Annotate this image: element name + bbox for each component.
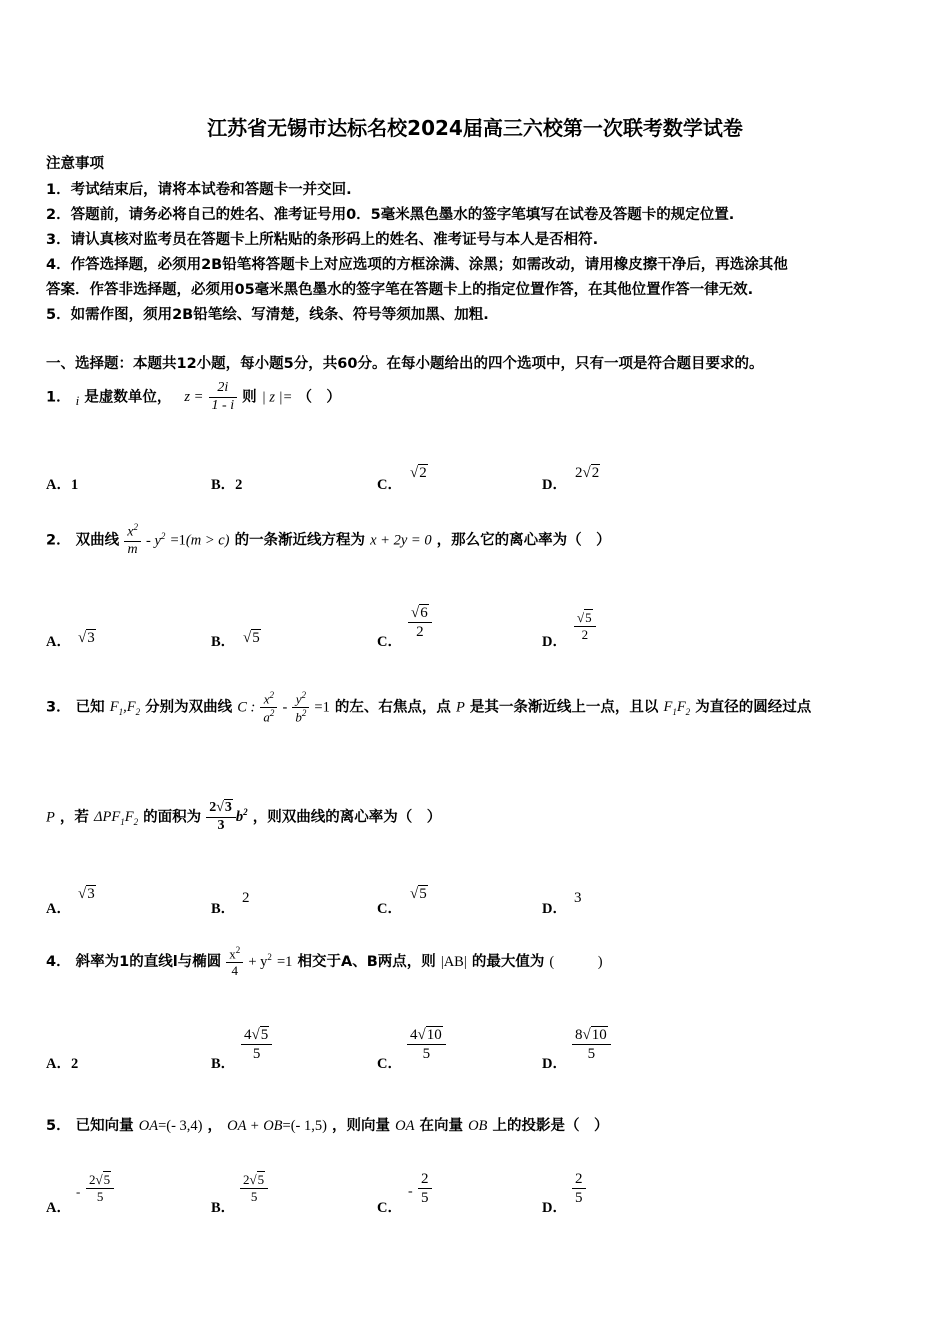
fraction <box>240 1172 268 1204</box>
radicand: 5 <box>419 886 427 902</box>
answer-paren: ( ) <box>549 953 603 970</box>
option-a[interactable] <box>46 1196 71 1217</box>
question-number: 1． <box>46 389 71 406</box>
numerator: 4√10 <box>407 1026 446 1045</box>
radicand: 5 <box>252 630 260 646</box>
option-a[interactable] <box>46 897 71 918</box>
fraction <box>241 1026 272 1063</box>
question-text: 是其一条渐近线上一点，且以 <box>469 699 659 716</box>
question-text: ，则向量 <box>332 1118 391 1134</box>
question-text: 为直径的圆经过点 <box>695 699 812 716</box>
fraction <box>209 380 238 415</box>
question-3 <box>46 690 811 725</box>
sqrt: √3 <box>78 886 95 902</box>
option-c[interactable] <box>377 1196 402 1217</box>
denominator: 5 <box>421 1190 429 1206</box>
option-value: 1 <box>70 477 79 493</box>
question-5 <box>46 1114 608 1135</box>
math-i: i <box>75 393 80 409</box>
question-number: 2． <box>46 532 71 549</box>
numerator: 2√3 <box>206 800 236 818</box>
math-sum: OA + OB <box>227 1118 283 1134</box>
question-text: 上的投影是（ ） <box>492 1118 609 1134</box>
question-text: （ ） <box>297 389 341 406</box>
subscript: 1 <box>672 707 677 718</box>
option-b[interactable] <box>211 1052 235 1073</box>
radicand: 10 <box>426 1027 442 1043</box>
numerator: 8√10 <box>572 1026 611 1045</box>
numerator <box>292 690 309 708</box>
option-letter: D． <box>542 634 567 650</box>
denominator <box>292 708 309 725</box>
math-f: F <box>676 699 686 716</box>
math-minus: - <box>282 699 288 716</box>
option-a[interactable] <box>46 1052 78 1073</box>
option-letter: A． <box>46 477 71 493</box>
math-c: C : <box>237 699 256 716</box>
math-eq: =1 <box>170 532 186 549</box>
option-letter: C． <box>377 634 402 650</box>
math-ab: |AB| <box>440 953 467 970</box>
coefficient: 2 <box>209 800 217 815</box>
numerator: 4√5 <box>241 1026 272 1045</box>
option-letter: A． <box>46 1056 71 1072</box>
option-b[interactable] <box>211 630 235 651</box>
math-b-letter: b <box>235 809 244 826</box>
math-y: - y <box>146 532 161 549</box>
question-text: 的最大值为 <box>471 953 545 970</box>
sqrt: √5 <box>243 630 260 646</box>
math-b <box>236 809 248 825</box>
option-b[interactable] <box>211 473 242 494</box>
math-p: P <box>455 699 465 716</box>
fraction <box>574 610 596 642</box>
math-p: P <box>46 809 55 826</box>
question-3-cont <box>46 800 441 835</box>
radicand: 3 <box>224 800 232 815</box>
math-f: F <box>663 699 673 716</box>
option-b[interactable] <box>211 1196 235 1217</box>
radicand: 5 <box>585 610 592 625</box>
math-x: x <box>127 524 134 540</box>
math-eq: =(- 3,4) <box>158 1118 203 1134</box>
question-text: 双曲线 <box>75 532 120 549</box>
option-letter: D． <box>542 477 567 493</box>
radicand: 5 <box>260 1027 269 1043</box>
radicand: 3 <box>87 630 95 646</box>
question-text: ，那么它的离心率为（ ） <box>436 532 611 549</box>
option-letter: D． <box>542 1056 567 1072</box>
denominator: 5 <box>422 1046 431 1062</box>
option-letter: B． <box>211 1200 236 1216</box>
math-x: x <box>263 691 270 707</box>
coefficient: 2 <box>89 1172 96 1187</box>
denominator: 2 <box>581 626 589 642</box>
option-value: 2 <box>70 1056 79 1072</box>
fraction <box>407 1026 446 1063</box>
option-letter: A． <box>46 901 71 917</box>
notice-item: 4．作答选择题，必须用2B铅笔将答题卡上对应选项的方框涂满、涂黑；如需改动，请用橡皮擦干净后，再选涂其他 <box>46 257 788 273</box>
math-eq: =1 <box>276 953 293 970</box>
question-text: 的一条渐近线方程为 <box>234 532 366 549</box>
notice-item: 1．考试结束后，请将本试卷和答题卡一并交回. <box>46 182 352 198</box>
option-value: 2 <box>235 477 243 493</box>
question-text: ，则双曲线的离心率为（ ） <box>252 809 442 826</box>
denominator: 5 <box>252 1046 261 1062</box>
punctuation: ， <box>207 1118 223 1134</box>
math-expr <box>146 530 166 549</box>
sqrt: √5 <box>410 886 427 902</box>
option-letter: C． <box>377 477 402 493</box>
page-title: 江苏省无锡市达标名校2024届高三六校第一次联考数学试卷 <box>207 116 743 140</box>
option-letter: C． <box>377 901 402 917</box>
denominator: 5 <box>96 1188 104 1204</box>
sqrt: √2 <box>410 465 427 481</box>
denominator: 3 <box>217 817 225 833</box>
math-eq: =1 <box>314 699 330 716</box>
option-d[interactable] <box>542 1052 567 1073</box>
math-asymptote: x + 2y = 0 <box>370 532 432 549</box>
numerator: 2√5 <box>240 1172 268 1189</box>
option-letter: B． <box>211 634 236 650</box>
option-b[interactable] <box>211 897 235 918</box>
coefficient: 4 <box>244 1027 252 1043</box>
radicand: 2 <box>591 465 600 481</box>
question-text: 已知向量 <box>75 1118 134 1134</box>
math-foci: $F_1,F_2$ <box>109 699 141 718</box>
numerator <box>260 690 277 708</box>
sqrt: √3 <box>78 630 95 646</box>
section-heading: 一、选择题：本题共12小题，每小题5分，共60分。在每小题给出的四个选项中，只有一项是符合题目要求的。 <box>46 356 764 372</box>
math-condition: (m > c) <box>185 532 230 549</box>
math-f: F <box>109 699 119 716</box>
fraction <box>86 1172 114 1204</box>
radicand: 5 <box>257 1172 265 1187</box>
denominator: 5 <box>587 1046 596 1062</box>
notice-item: 3．请认真核对监考员在答题卡上所粘贴的条形码上的姓名、准考证号与本人是否相符. <box>46 232 599 248</box>
question-number: 3． <box>46 699 71 716</box>
question-text: 相交于A、B两点，则 <box>297 953 436 970</box>
question-text: 分别为双曲线 <box>145 699 233 716</box>
math-expr <box>248 951 272 970</box>
question-text: 的左、右焦点，点 <box>334 699 451 716</box>
subscript: 1 <box>120 817 125 828</box>
option-c[interactable] <box>377 1052 402 1073</box>
option-letter: D． <box>542 901 567 917</box>
fraction <box>572 1026 611 1063</box>
math-triangle <box>93 809 139 828</box>
question-text: ，若 <box>59 809 89 826</box>
option-c[interactable] <box>377 630 402 651</box>
exponent: 2 <box>267 951 272 962</box>
coefficient: 8 <box>575 1027 583 1043</box>
option-a[interactable] <box>46 473 78 494</box>
subscript: 2 <box>133 817 139 828</box>
notice-item: 5．如需作图，须用2B铅笔绘、写清楚，线条、符号等须加黑、加粗. <box>46 307 489 323</box>
denominator: 4 <box>231 962 239 978</box>
option-letter: D． <box>542 1200 567 1216</box>
exponent: 2 <box>160 530 166 541</box>
math-tri: ΔPF <box>93 809 121 826</box>
numerator: 2 <box>572 1170 586 1189</box>
fraction <box>572 1170 586 1207</box>
option-d[interactable] <box>542 630 567 651</box>
option-letter: A． <box>46 634 71 650</box>
fraction <box>206 800 236 835</box>
sqrt: 2√2 <box>575 465 600 481</box>
numerator: 2√5 <box>86 1172 114 1189</box>
numerator <box>226 945 243 963</box>
question-1 <box>46 380 341 415</box>
option-letter: B． <box>211 477 236 493</box>
fraction <box>226 945 243 979</box>
radicand: 10 <box>591 1027 607 1043</box>
minus-sign: - <box>408 1184 413 1199</box>
radicand: 3 <box>87 886 95 902</box>
radicand: 6 <box>420 605 428 621</box>
fraction <box>292 690 309 725</box>
option-value: 2 <box>242 890 250 906</box>
numerator: √5 <box>574 610 596 627</box>
option-a[interactable] <box>46 630 71 651</box>
option-d[interactable] <box>542 897 567 918</box>
option-value: 3 <box>574 890 582 906</box>
exponent: 2 <box>243 807 248 818</box>
notice-heading: 注意事项 <box>46 156 104 172</box>
question-number: 4． <box>46 953 71 970</box>
radicand: 5 <box>103 1172 111 1187</box>
math-eq: =(- 1,5) <box>282 1118 327 1134</box>
question-text: 斜率为1的直线l与椭圆 <box>75 953 222 970</box>
math-abs: | z |= <box>261 389 293 406</box>
numerator: 2 <box>418 1170 432 1189</box>
question-number: 5． <box>46 1118 71 1134</box>
option-letter: C． <box>377 1056 402 1072</box>
option-c[interactable] <box>377 473 402 494</box>
question-text: 则 <box>242 389 257 406</box>
subscript: 1 <box>118 707 124 718</box>
minus-sign: - <box>76 1184 81 1199</box>
subscript: 2 <box>685 707 691 718</box>
option-d[interactable] <box>542 473 567 494</box>
question-text: 是虚数单位， <box>84 389 172 406</box>
numerator: 2i <box>209 380 238 398</box>
fraction <box>408 604 432 641</box>
question-text: 在向量 <box>419 1118 463 1134</box>
question-2 <box>46 522 611 559</box>
numerator <box>124 522 141 542</box>
math-b: b <box>295 709 302 725</box>
notice-item: 2．答题前，请务必将自己的姓名、准考证号用0．5毫米黑色墨水的签字笔填写在试卷及答题卡的规定位置. <box>46 207 735 223</box>
exponent: 2 <box>301 690 306 700</box>
math-f1f2 <box>663 699 691 718</box>
math-ob: OB <box>468 1118 488 1134</box>
question-text: 的面积为 <box>143 809 202 826</box>
question-text: 已知 <box>75 699 105 716</box>
denominator: 1 - i <box>211 397 235 413</box>
subscript: 2 <box>135 707 141 718</box>
math-y: + y <box>248 953 268 970</box>
denominator <box>260 708 277 725</box>
math-oa: OA <box>395 1118 415 1134</box>
numerator: √6 <box>408 604 432 623</box>
option-c[interactable] <box>377 897 402 918</box>
option-letter: B． <box>211 901 236 917</box>
denominator: 5 <box>250 1188 258 1204</box>
math-f: F <box>126 699 136 716</box>
math-y: y <box>295 691 302 707</box>
option-letter: C． <box>377 1200 402 1216</box>
radicand: 2 <box>419 465 427 481</box>
coefficient: 2 <box>243 1172 250 1187</box>
math-x: x <box>229 946 236 962</box>
notice-item: 答案．作答非选择题，必须用05毫米黑色墨水的签字笔在答题卡上的指定位置作答，在其他位置作答一律无效. <box>46 282 754 298</box>
math-oa: OA <box>138 1118 159 1134</box>
coefficient: 2 <box>575 465 583 481</box>
fraction <box>124 522 141 559</box>
coefficient: 4 <box>410 1027 418 1043</box>
exponent: 2 <box>133 522 138 532</box>
denominator: 2 <box>416 624 424 640</box>
math-f: F <box>124 809 134 826</box>
denominator: 5 <box>575 1190 583 1206</box>
exponent: 2 <box>269 707 275 718</box>
option-letter: B． <box>211 1056 236 1072</box>
exponent: 2 <box>235 945 241 955</box>
math-a: a <box>263 709 270 725</box>
exponent: 2 <box>301 707 307 718</box>
math-z: z = <box>184 389 204 406</box>
option-d[interactable] <box>542 1196 567 1217</box>
denominator: m <box>127 542 138 558</box>
fraction <box>418 1170 432 1207</box>
fraction <box>260 690 277 725</box>
exponent: 2 <box>269 690 275 700</box>
question-4 <box>46 945 603 979</box>
option-letter: A． <box>46 1200 71 1216</box>
